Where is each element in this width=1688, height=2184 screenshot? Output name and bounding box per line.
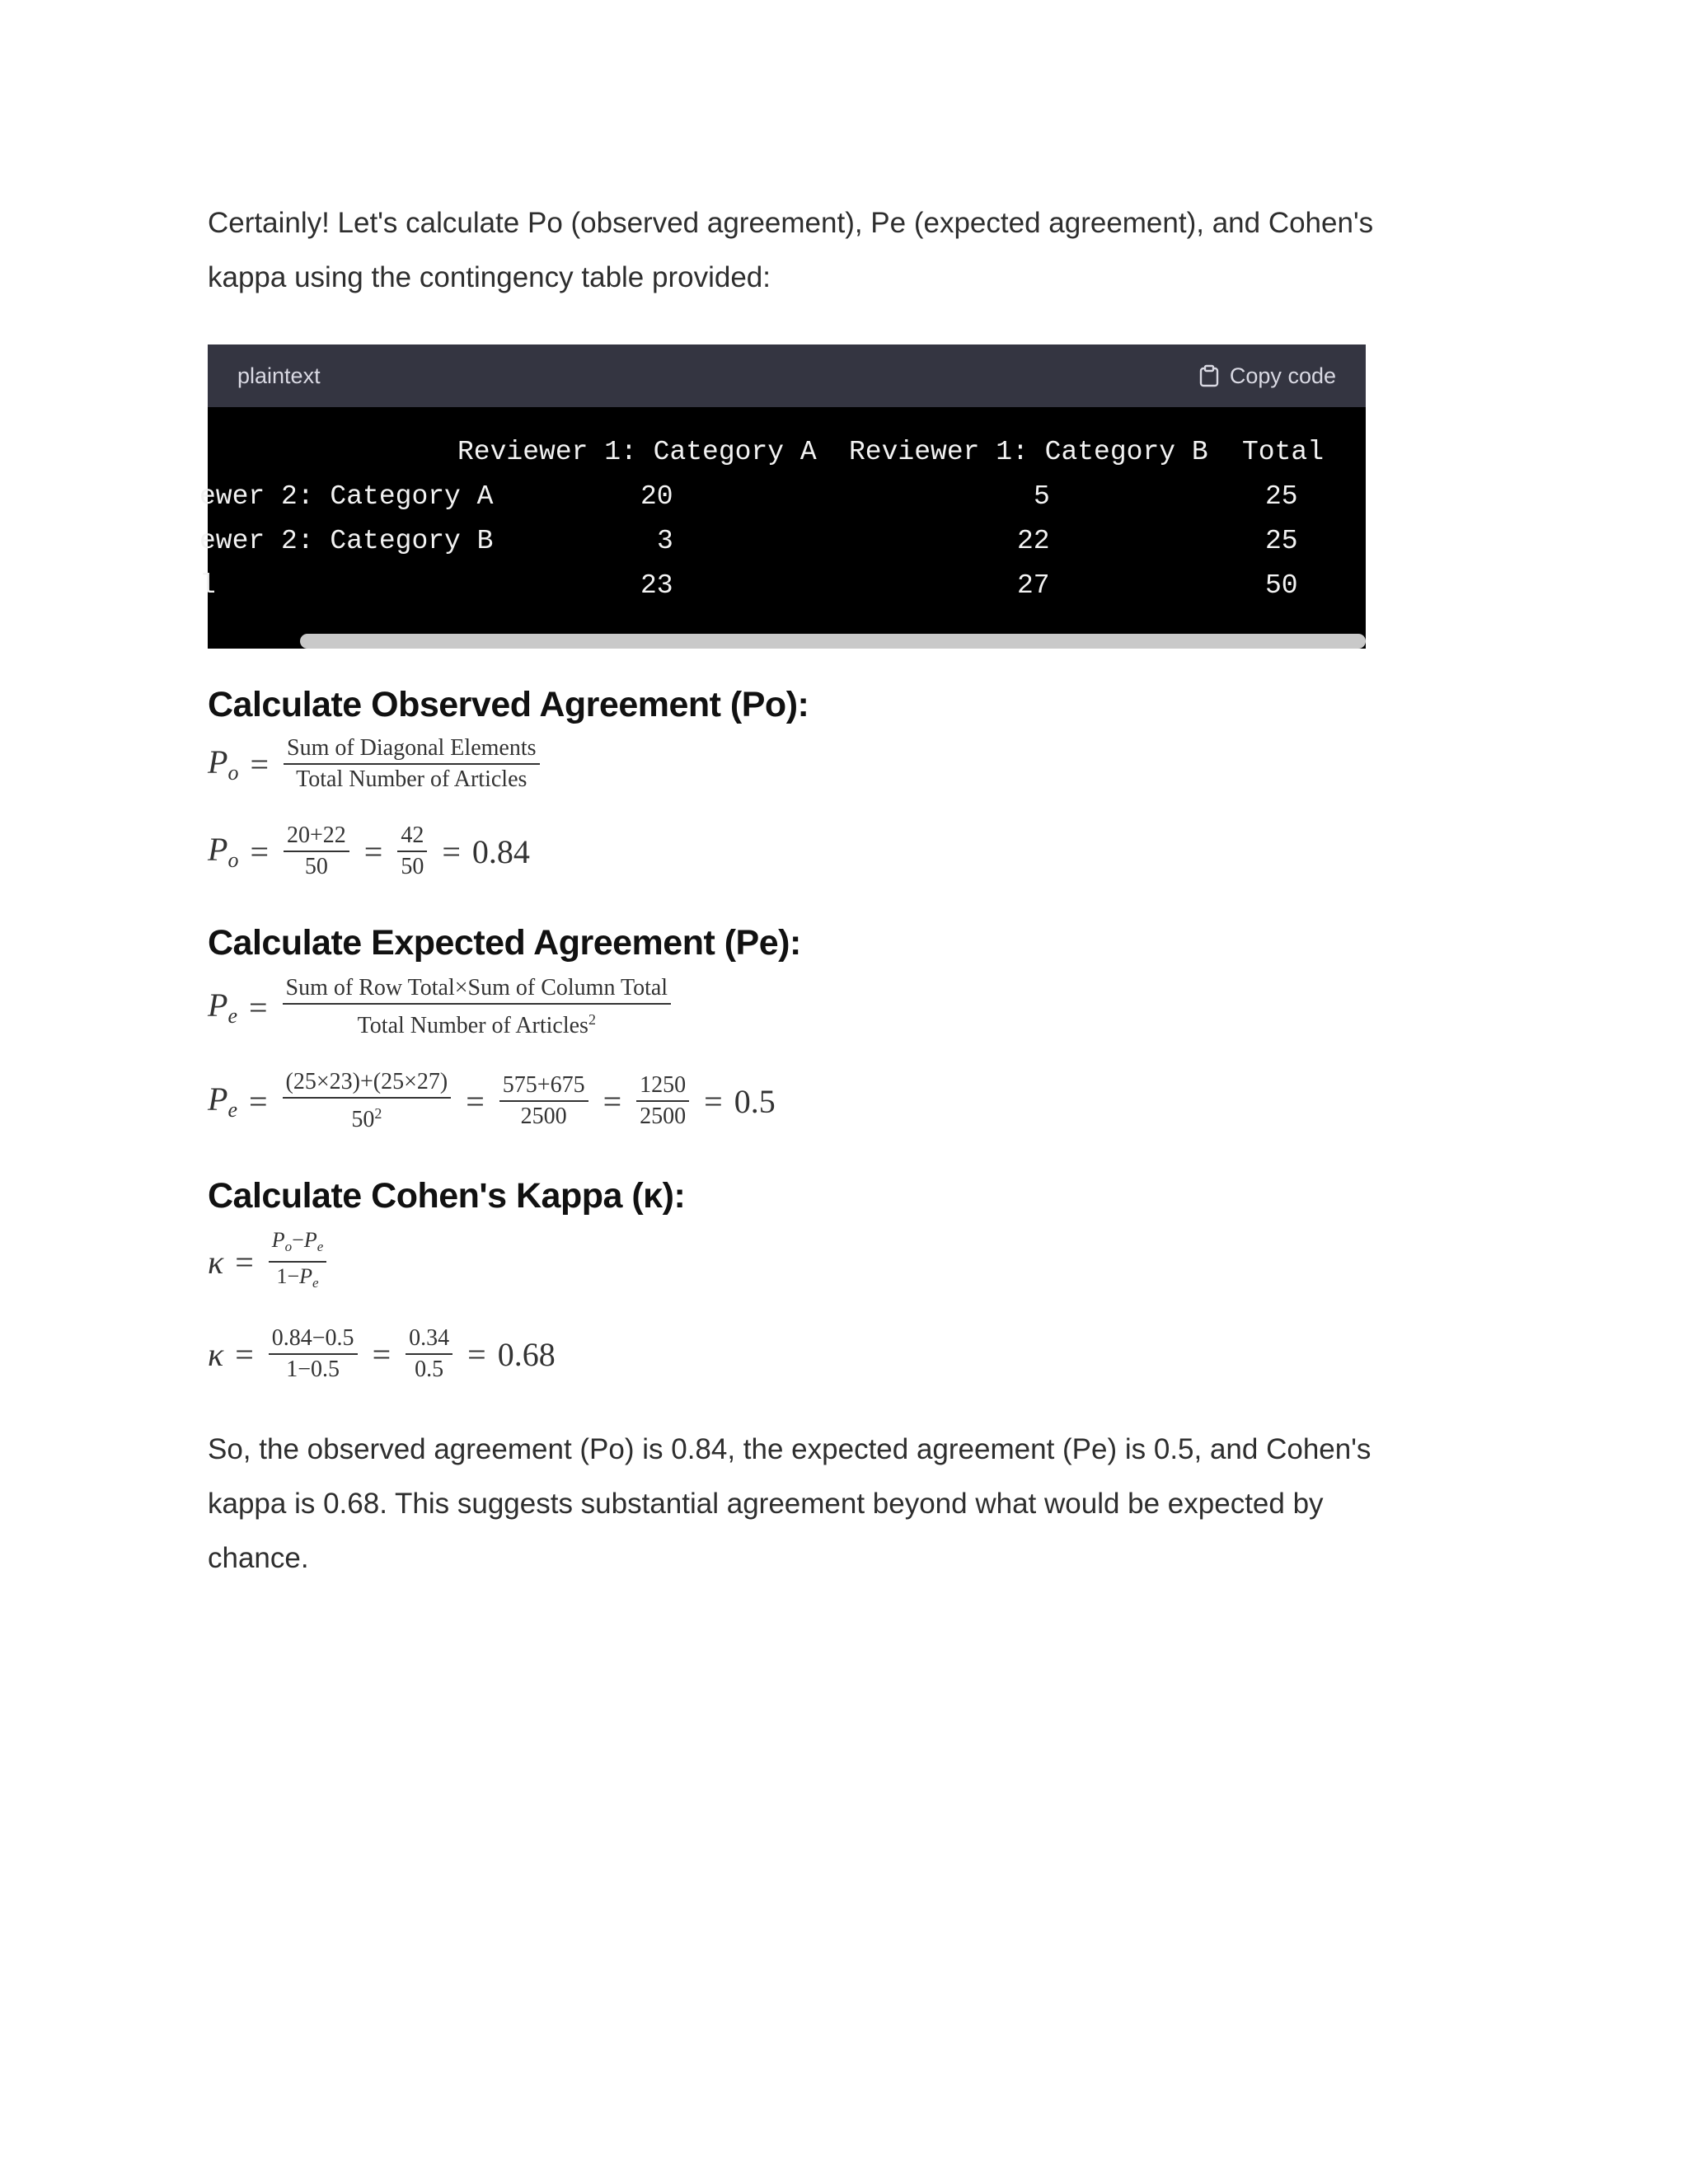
code-row-label: ewer 2: Category A	[199, 481, 494, 512]
code-row-label: l	[199, 570, 216, 601]
code-col-b: 22	[1017, 526, 1050, 556]
fraction-numerator: 0.34	[406, 1325, 452, 1355]
code-block	[199, 344, 1366, 649]
fraction-numerator: 1250	[636, 1072, 689, 1102]
fraction-numerator: 42	[397, 823, 427, 852]
clipboard-icon	[1198, 364, 1220, 387]
pe-formula: $P_e$ = $\frac{\text{Sum of Row Total×Sum of Column Total}}{Total Number of Articles^2}$	[208, 975, 1378, 1039]
po-calc-fraction-2	[397, 823, 427, 880]
code-total: 25	[1265, 526, 1298, 556]
fraction-numerator: (25×23)+(25×27)	[283, 1069, 452, 1099]
code-body[interactable]	[199, 407, 1366, 649]
fraction-numerator: 20+22	[284, 823, 349, 852]
kappa-formula-numerator: Po−Pe	[269, 1228, 327, 1263]
code-col-b: 27	[1017, 570, 1050, 601]
copy-code-label: Copy code	[1229, 363, 1336, 388]
code-total: 25	[1265, 481, 1298, 512]
pe-calc-fraction-3	[636, 1072, 689, 1130]
copy-code-button[interactable]	[1198, 363, 1336, 389]
fraction-numerator: 575+675	[499, 1072, 588, 1102]
pe-formula-fraction	[283, 975, 672, 1039]
pe-calc-fraction-1	[283, 1069, 452, 1133]
fraction-denominator: 1−0.5	[286, 1357, 340, 1382]
po-formula: $P_o$ = $\frac{\text{Sum of Diagonal Elements}}{\text{Total Number of Articles}}$	[208, 735, 1378, 793]
code-col-a: 20	[640, 481, 673, 512]
code-lines	[199, 430, 1325, 608]
superscript: 2	[588, 1011, 596, 1028]
horizontal-scrollbar[interactable]	[208, 634, 1366, 649]
code-col-a: 3	[657, 526, 673, 556]
fraction-numerator: 0.84−0.5	[269, 1325, 358, 1355]
pe-formula-denominator	[354, 1005, 599, 1039]
expected-heading: Calculate Expected Agreement (Pe):	[208, 923, 801, 963]
po-formula-denominator: Total Number of Articles	[296, 766, 528, 792]
code-row-label: ewer 2: Category B	[199, 526, 494, 556]
pe-symbol: $P_e$	[208, 1080, 237, 1122]
intro-paragraph: Certainly! Let's calculate Po (observed agreement), Pe (expected agreement), and Cohen's kappa using the contingency table provided:	[208, 207, 1374, 293]
kappa-symbol: κ	[208, 1243, 224, 1281]
pe-formula-numerator: Sum of Row Total×Sum of Column Total	[283, 975, 672, 1005]
pe-result: 0.5	[734, 1082, 776, 1120]
po-symbol: $P_o$	[208, 743, 239, 785]
pe-symbol: $P_e$	[208, 987, 237, 1028]
chat-response	[199, 196, 1378, 1586]
fraction-denominator-text: 50	[351, 1107, 375, 1132]
po-calculation: $P_o$ = $\frac{20+22}{50}$ = $\frac{42}{50}$ = 0.84	[208, 823, 530, 879]
kappa-result: 0.68	[497, 1335, 556, 1373]
code-line-row-a	[199, 475, 1298, 519]
po-symbol: $P_o$	[208, 831, 239, 872]
observed-heading: Calculate Observed Agreement (Po):	[208, 685, 809, 724]
scrollbar-thumb[interactable]	[300, 634, 1366, 649]
code-col-b: 5	[1034, 481, 1050, 512]
fraction-denominator: 50	[401, 854, 424, 879]
superscript: 2	[374, 1105, 382, 1122]
kappa-symbol: κ	[208, 1335, 224, 1373]
fraction-denominator: 2500	[520, 1104, 567, 1129]
fraction-denominator: 50	[304, 854, 328, 879]
code-col-a: Reviewer 1: Category A	[457, 437, 817, 467]
kappa-heading: Calculate Cohen's Kappa (κ):	[208, 1176, 686, 1216]
code-col-b: Reviewer 1: Category B	[849, 437, 1208, 467]
kappa-formula: κ = $\frac{Po-Pe}{1-Pe}$	[208, 1228, 1378, 1296]
po-result: 0.84	[471, 832, 530, 870]
code-line-row-b	[199, 519, 1298, 564]
kappa-calc-fraction-1	[269, 1325, 358, 1383]
code-block-header	[208, 344, 1366, 407]
pe-calculation: $P_e$ = $\frac{(25\times 23)+(25\times 27)}{50^2}$ = $\frac{575+675}{2500}$ = $\frac{1250}{2500}$ = 0.5	[208, 1069, 776, 1132]
code-line-total	[199, 564, 1298, 608]
code-total: Total	[1242, 437, 1325, 467]
po-calc-fraction-1	[284, 823, 349, 880]
pe-calc-fraction-2	[499, 1072, 588, 1130]
code-col-a: 23	[640, 570, 673, 601]
code-total: 50	[1265, 570, 1298, 601]
fraction-denominator	[348, 1099, 385, 1133]
kappa-calc-fraction-2	[406, 1325, 452, 1383]
code-line-header	[199, 430, 1325, 475]
kappa-formula-denominator: 1−Pe	[276, 1264, 319, 1291]
conclusion-paragraph: So, the observed agreement (Po) is 0.84, the expected agreement (Pe) is 0.5, and Cohen's kappa is 0.68. This suggests substantial agreement beyond what would be expected by chance.	[208, 1433, 1372, 1574]
kappa-formula-fraction	[269, 1228, 327, 1296]
kappa-calculation: κ = $\frac{0.84-0.5}{1-0.5}$ = $\frac{0.34}{0.5}$ = 0.68	[208, 1325, 556, 1382]
pe-formula-denominator-text: Total Number of Articles	[357, 1013, 588, 1038]
po-formula-numerator: Sum of Diagonal Elements	[284, 735, 540, 765]
fraction-denominator: 2500	[640, 1104, 687, 1129]
code-language-label: plaintext	[237, 363, 321, 388]
fraction-denominator: 0.5	[415, 1357, 444, 1382]
